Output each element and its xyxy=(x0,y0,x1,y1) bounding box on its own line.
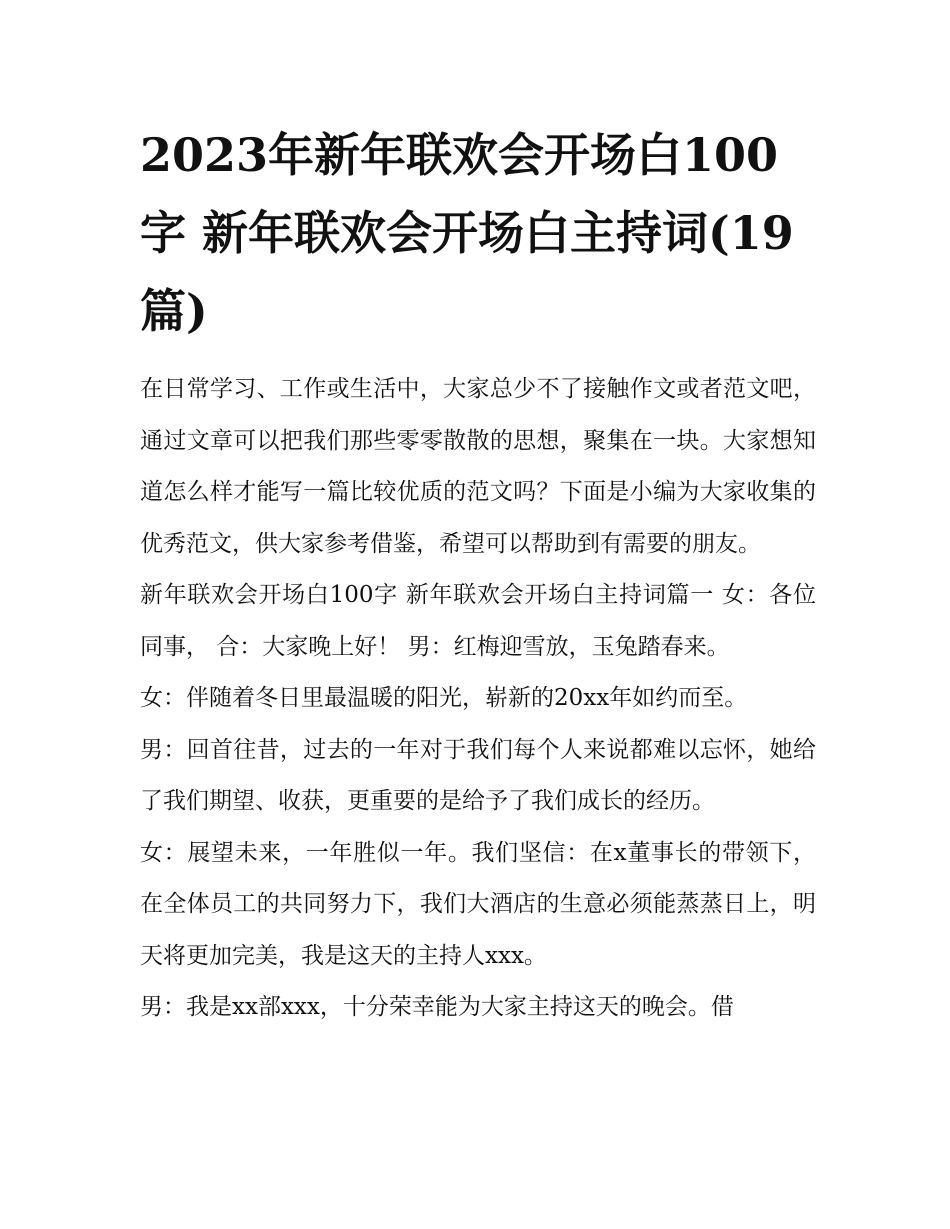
paragraph-opening: 新年联欢会开场白100字 新年联欢会开场白主持词篇一 女：各位同事， 合：大家晚上好！ 男：红梅迎雪放，玉兔踏春来。 xyxy=(140,582,816,660)
paragraph-male-2: 男：我是xx部xxx，十分荣幸能为大家主持这天的晚会。借 xyxy=(140,994,734,1020)
paragraph-intro: 在日常学习、工作或生活中，大家总少不了接触作文或者范文吧，通过文章可以把我们那些零零散散的思想，聚集在一块。大家想知道怎么样才能写一篇比较优质的范文吗？下面是小编为大家收集的优秀范文，供大家参考借鉴，希望可以帮助到有需要的朋友。 xyxy=(140,376,816,557)
paragraph-female-2: 女：展望未来，一年胜似一年。我们坚信：在x董事长的带领下，在全体员工的共同努力下，我们大酒店的生意必须能蒸蒸日上，明天将更加完美，我是这天的主持人xxx。 xyxy=(140,839,816,969)
document-page xyxy=(140,116,816,1034)
document-title: 2023年新年联欢会开场白100字 新年联欢会开场白主持词(19篇) xyxy=(140,128,794,338)
paragraph-male-1: 男：回首往昔，过去的一年对于我们每个人来说都难以忘怀，她给了我们期望、收获，更重要的是给予了我们成长的经历。 xyxy=(140,736,816,814)
paragraph-female-1: 女：伴随着冬日里最温暖的阳光，崭新的20xx年如约而至。 xyxy=(140,685,748,711)
